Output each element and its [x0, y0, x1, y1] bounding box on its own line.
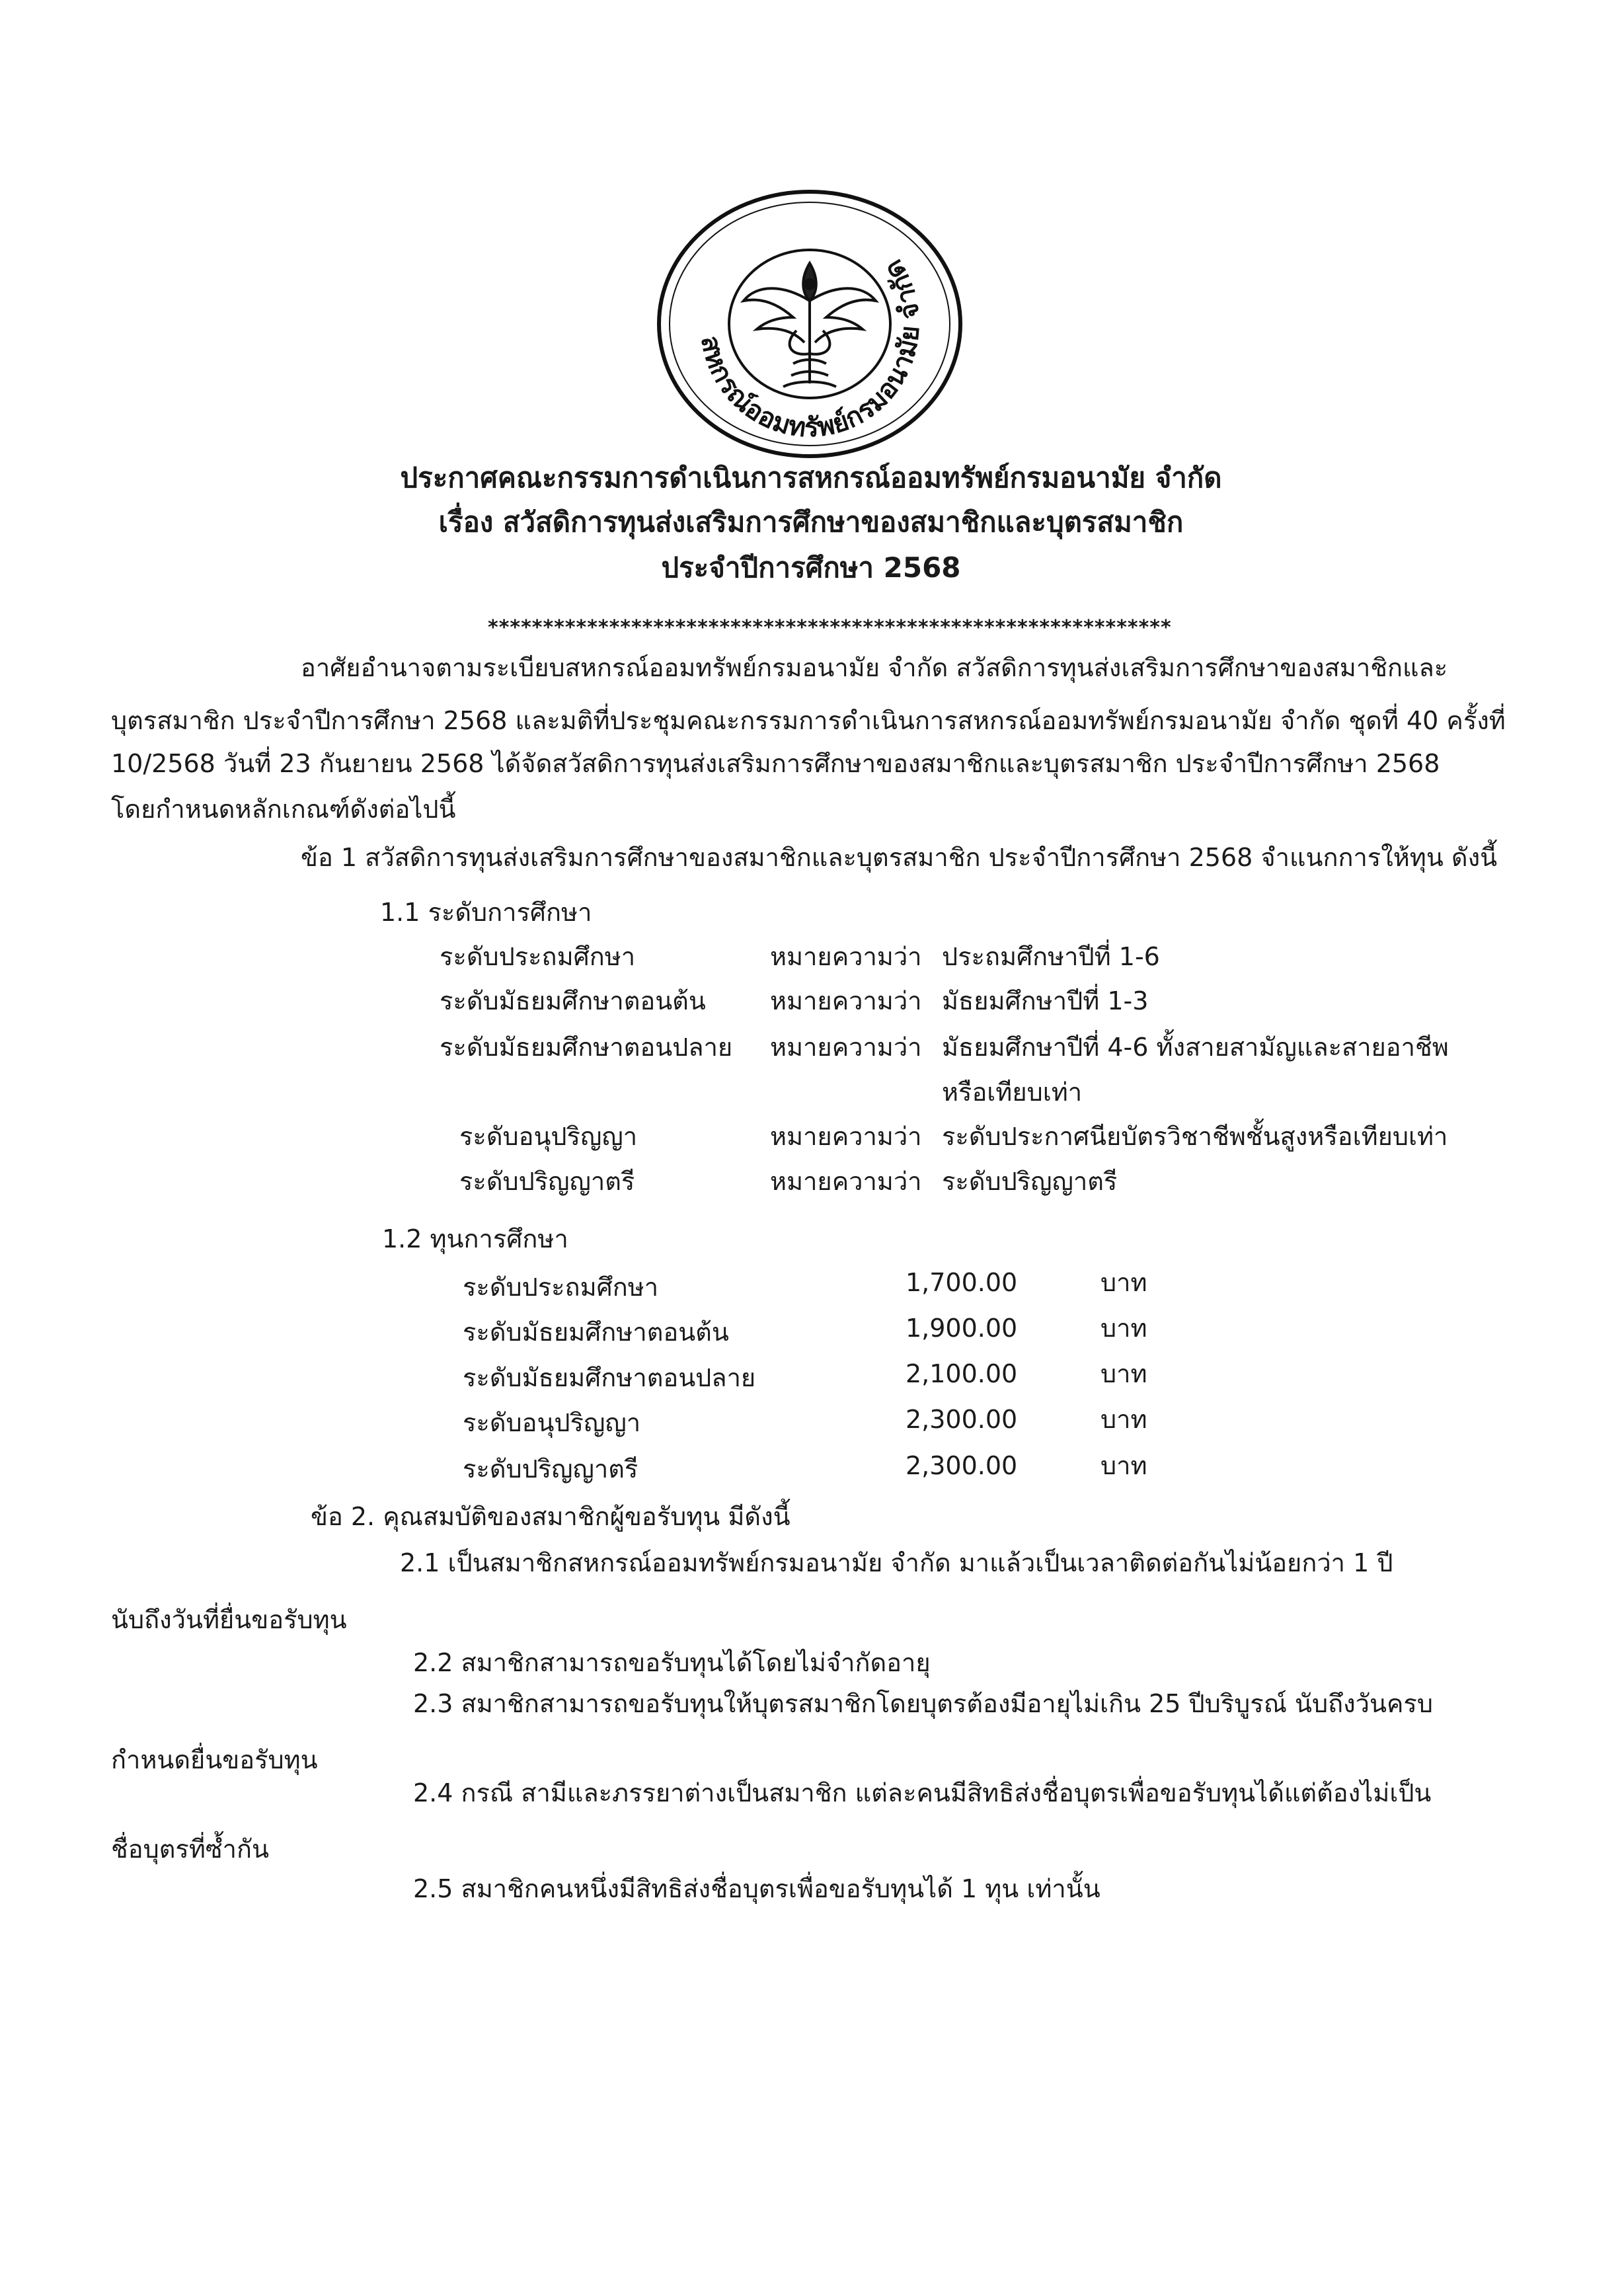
announcement-subject: เรื่อง สวัสดิการทุนส่งเสริมการศึกษาของสมาชิกและบุตรสมาชิก: [438, 506, 1184, 538]
grant-level: ระดับมัธยมศึกษาตอนปลาย: [463, 1363, 756, 1392]
level-name: ระดับประถมศึกษา: [440, 942, 636, 971]
clause-2-4-cont: ชื่อบุตรที่ซ้ำกัน: [111, 1835, 269, 1864]
grant-amount: 2,100.00: [906, 1359, 1018, 1388]
clause-2-3-cont: กำหนดยื่นขอรับทุน: [111, 1745, 318, 1774]
grant-amount: 1,700.00: [906, 1268, 1018, 1297]
level-name: ระดับมัธยมศึกษาตอนต้น: [440, 986, 706, 1015]
currency-label: บาท: [1101, 1451, 1147, 1480]
level-name: ระดับปริญญาตรี: [459, 1167, 635, 1196]
level-name: ระดับมัธยมศึกษาตอนปลาย: [440, 1033, 733, 1062]
clause-2-1: 2.1 เป็นสมาชิกสหกรณ์ออมทรัพย์กรมอนามัย จำกัด มาแล้วเป็นเวลาติดต่อกันไม่น้อยกว่า 1 ปี: [400, 1548, 1393, 1577]
level-definition: ระดับประกาศนียบัตรวิชาชีพชั้นสูงหรือเทียบเท่า: [942, 1122, 1448, 1151]
clause-2-1-cont: นับถึงวันที่ยื่นขอรับทุน: [111, 1605, 347, 1634]
level-definition-cont: หรือเทียบเท่า: [942, 1078, 1083, 1107]
intro-line-3: 10/2568 วันที่ 23 กันยายน 2568 ได้จัดสวัสดิการทุนส่งเสริมการศึกษาของสมาชิกและบุตรสมาชิก ประจำปีการศึกษา 2568: [111, 749, 1440, 778]
grant-level: ระดับปริญญาตรี: [463, 1454, 638, 1484]
level-name: ระดับอนุปริญญา: [459, 1122, 638, 1151]
meaning-label: หมายความว่า: [770, 1167, 922, 1196]
seal-text: สหกรณ์ออมทรัพย์กรมอนามัย จำกัด: [695, 254, 927, 444]
cooperative-seal: [651, 185, 968, 463]
clause-1-title: ข้อ 1 สวัสดิการทุนส่งเสริมการศึกษาของสมาชิกและบุตรสมาชิก ประจำปีการศึกษา 2568 จำแนกการให้ทุน ดังนี้: [301, 843, 1498, 872]
level-definition: มัธยมศึกษาปีที่ 4-6 ทั้งสายสามัญและสายอาชีพ: [942, 1033, 1449, 1062]
level-definition: มัธยมศึกษาปีที่ 1-3: [942, 986, 1149, 1015]
academic-year-heading: ประจำปีการศึกษา 2568: [661, 551, 961, 584]
intro-line-1: อาศัยอำนาจตามระเบียบสหกรณ์ออมทรัพย์กรมอนามัย จำกัด สวัสดิการทุนส่งเสริมการศึกษาของสมาชิกและ: [301, 653, 1448, 682]
level-definition: ระดับปริญญาตรี: [942, 1167, 1118, 1196]
clause-2-4: 2.4 กรณี สามีและภรรยาต่างเป็นสมาชิก แต่ละคนมีสิทธิส่งชื่อบุตรเพื่อขอรับทุนได้แต่ต้องไม่เป็น: [413, 1778, 1432, 1807]
section-1-2-title: 1.2 ทุนการศึกษา: [382, 1224, 568, 1253]
grant-level: ระดับประถมศึกษา: [463, 1273, 659, 1302]
clause-2-5: 2.5 สมาชิกคนหนึ่งมีสิทธิส่งชื่อบุตรเพื่อขอรับทุนได้ 1 ทุน เท่านั้น: [413, 1874, 1101, 1903]
intro-line-4: โดยกำหนดหลักเกณฑ์ดังต่อไปนี้: [111, 795, 456, 824]
announcement-title: ประกาศคณะกรรมการดำเนินการสหกรณ์ออมทรัพย์กรมอนามัย จำกัด: [400, 461, 1222, 494]
meaning-label: หมายความว่า: [770, 1122, 922, 1151]
meaning-label: หมายความว่า: [770, 942, 922, 971]
clause-2-3: 2.3 สมาชิกสามารถขอรับทุนให้บุตรสมาชิกโดยบุตรต้องมีอายุไม่เกิน 25 ปีบริบูรณ์ นับถึงวันครบ: [413, 1689, 1433, 1718]
currency-label: บาท: [1101, 1359, 1147, 1388]
grant-level: ระดับอนุปริญญา: [463, 1408, 641, 1437]
currency-label: บาท: [1101, 1268, 1147, 1297]
grant-amount: 2,300.00: [906, 1405, 1018, 1434]
emblem-icon: [744, 263, 876, 387]
section-1-1-title: 1.1 ระดับการศึกษา: [380, 898, 592, 927]
intro-line-2: บุตรสมาชิก ประจำปีการศึกษา 2568 และมติที่ประชุมคณะกรรมการดำเนินการสหกรณ์ออมทรัพย์กรมอนามัย จำกัด ชุดที่ 40 ครั้งที่: [111, 706, 1506, 735]
currency-label: บาท: [1101, 1314, 1147, 1343]
grant-amount: 1,900.00: [906, 1314, 1018, 1343]
meaning-label: หมายความว่า: [770, 1033, 922, 1062]
level-definition: ประถมศึกษาปีที่ 1-6: [942, 942, 1160, 971]
clause-2-2: 2.2 สมาชิกสามารถขอรับทุนได้โดยไม่จำกัดอายุ: [413, 1648, 931, 1677]
separator-stars: **************************************************************: [488, 616, 1172, 639]
clause-2-title: ข้อ 2. คุณสมบัติของสมาชิกผู้ขอรับทุน มีดังนี้: [311, 1502, 791, 1531]
grant-amount: 2,300.00: [906, 1451, 1018, 1480]
grant-level: ระดับมัธยมศึกษาตอนต้น: [463, 1318, 729, 1347]
meaning-label: หมายความว่า: [770, 986, 922, 1015]
currency-label: บาท: [1101, 1405, 1147, 1434]
